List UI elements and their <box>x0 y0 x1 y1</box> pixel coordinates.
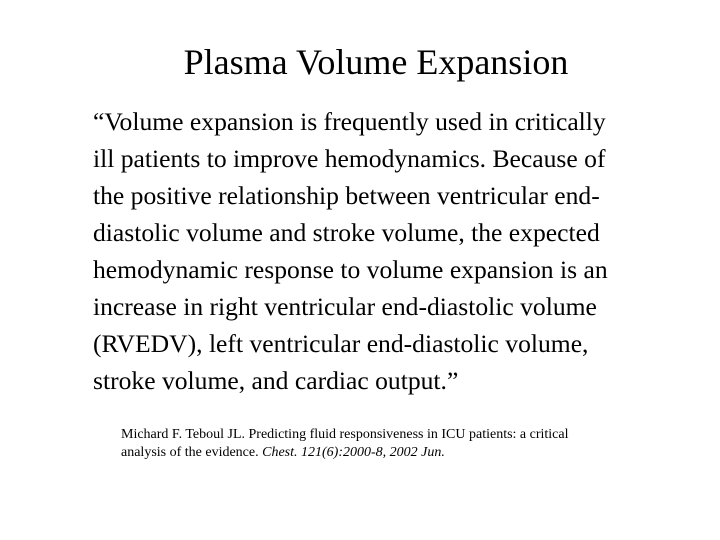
quote-line: (RVEDV), left ventricular end-diastolic volume, <box>93 329 589 358</box>
quote-line: the positive relationship between ventricular end- <box>93 181 600 210</box>
quote-line: diastolic volume and stroke volume, the expected <box>93 218 600 247</box>
citation-journal: Chest. 121(6):2000-8, 2002 Jun. <box>262 445 445 460</box>
slide-title: Plasma Volume Expansion <box>183 42 569 82</box>
citation <box>121 426 681 462</box>
quote-line: increase in right ventricular end-diastolic volume <box>93 292 597 321</box>
quote-line: ill patients to improve hemodynamics. Because of <box>93 144 606 173</box>
citation-line: Michard F. Teboul JL. Predicting fluid responsiveness in ICU patients: a critical <box>121 427 569 442</box>
citation-line <box>121 444 681 462</box>
citation-prefix: analysis of the evidence. <box>121 445 263 460</box>
quote-line: “Volume expansion is frequently used in critically <box>93 107 606 136</box>
quote-line: stroke volume, and cardiac output.” <box>93 366 459 395</box>
quote-text <box>93 103 693 399</box>
quote-line: hemodynamic response to volume expansion is an <box>93 255 608 284</box>
